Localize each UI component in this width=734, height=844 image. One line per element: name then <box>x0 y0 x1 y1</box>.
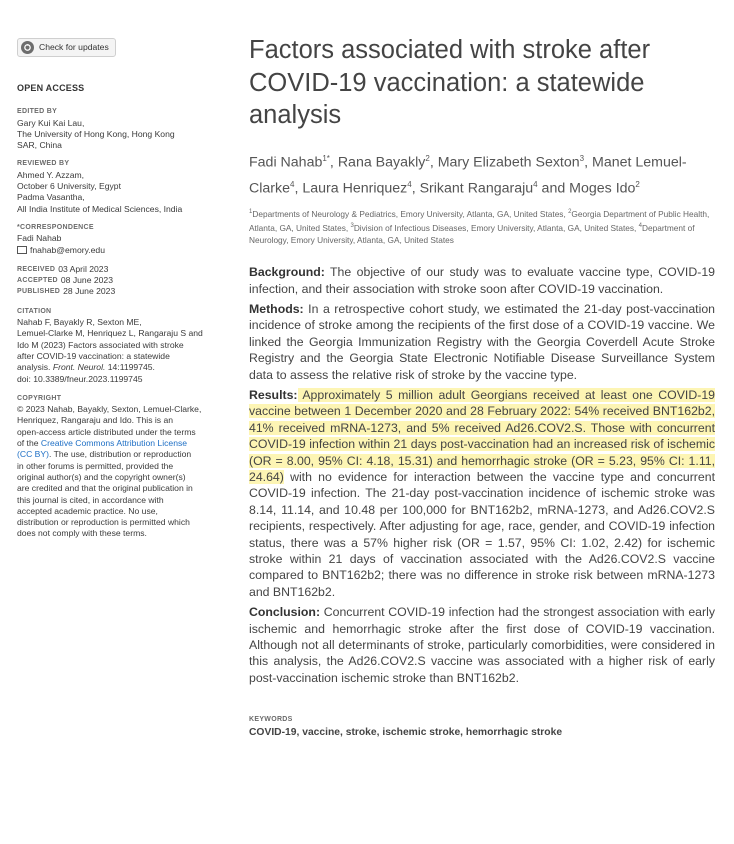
citation-journal: Front. Neurol. <box>52 362 106 373</box>
check-updates-icon <box>21 41 34 54</box>
background-text: The objective of our study was to evaluate vaccine type, COVID-19 infection, and their association with stroke soon after COVID-19 vaccination. <box>249 265 715 296</box>
results-paragraph <box>249 387 715 600</box>
background-label: Background: <box>249 265 325 280</box>
affiliation-marker: 3 <box>350 222 354 229</box>
reviewed-by-label: REVIEWED BY <box>17 160 70 168</box>
open-access-label: OPEN ACCESS <box>17 83 85 93</box>
affiliation-marker: 1 <box>249 208 253 215</box>
author-name[interactable]: Moges Ido <box>569 180 636 197</box>
copyright-body-2: . The use, distribution or reproduction in other forums is permitted, provided the original author(s) and the copyright owner(s) are credited and that the original publication in this journal is cited, in accordance with accepted academic practice. No use, distribution or reproduction is permitted which does not comply with these terms. <box>17 449 193 539</box>
correspondence-label: *CORRESPONDENCE <box>17 223 94 231</box>
author-name[interactable]: Laura Henriquez <box>302 180 408 197</box>
results-label: Results: <box>249 387 298 402</box>
copyright-body-1: © 2023 Nahab, Bayakly, Sexton, Lemuel-Clarke, Henriquez, Rangaraju and Ido. This is an open-access article distributed under the terms of the <box>17 404 202 449</box>
article-title: Factors associated with stroke after COVID-19 vaccination: a statewide analysis <box>249 36 651 129</box>
mail-icon <box>17 246 27 254</box>
reviewed-by-text: Ahmed Y. Azzam, October 6 University, Egypt Padma Vasantha, All India Institute of Medical Sciences, India <box>17 169 183 214</box>
author-affiliation-marker: 4 <box>407 179 412 189</box>
edited-by-label: EDITED BY <box>17 108 58 116</box>
correspondence-email-row[interactable] <box>17 245 237 256</box>
received-date: 03 April 2023 <box>58 263 109 274</box>
abstract <box>249 264 715 686</box>
author-affiliation-marker: 2 <box>425 153 430 163</box>
citation-text <box>17 317 237 385</box>
conclusion-paragraph <box>249 604 715 686</box>
dates-block <box>17 264 237 298</box>
results-highlighted-text: Approximately 5 million adult Georgians received at least one COVID-19 vaccine between 1 December 2020 and 28 February 2022: 54% received BNT162b2, 41% received mRNA-1273, and 5% received Ad26.COV2.S. Those with concurrent COVID-19 infection within 21 days post-vaccination had an increased risk of ischemic (OR = 8.00, 95% CI: 4.18, 15.31) and hemorrhagic stroke (OR = 5.23, 95% CI: 1.11, 24.64) <box>249 387 715 484</box>
methods-text: In a retrospective cohort study, we estimated the 21-day post-vaccination incidence of stroke among the recipients of the first dose of a COVID-19 vaccine. We linked the Georgia Immunization Registry with the Georgia Coverdell Acute Stroke Registry and the Georgia State Electronic Notifiable Disease Surveillance System data to assess the relative risk of stroke by the vaccine type. <box>249 301 715 382</box>
check-for-updates-label: Check for updates <box>39 41 109 52</box>
affiliation-marker: 2 <box>568 208 572 215</box>
edited-by-text: Gary Kui Kai Lau, The University of Hong Kong, Hong Kong SAR, China <box>17 117 175 151</box>
background-paragraph <box>249 264 715 297</box>
author-name[interactable]: Manet Lemuel-Clarke <box>249 154 687 197</box>
license-link[interactable]: Creative Commons Attribution License (CC BY) <box>17 438 188 460</box>
correspondence-name: Fadi Nahab <box>17 233 62 244</box>
affiliation-marker: 4 <box>638 222 642 229</box>
author-affiliation-marker: 4 <box>533 179 538 189</box>
published-row <box>17 286 237 297</box>
conclusion-label: Conclusion: <box>249 605 321 620</box>
citation-label: CITATION <box>17 307 52 315</box>
results-text: with no evidence for interaction between the vaccine type and concurrent COVID-19 infection. The 21-day post-vaccination incidence of ischemic stroke was 8.14, 11.14, and 10.48 per 100,000 for BNT162b2, mRNA-1273, and Ad26.COV2.S recipients, respectively. After adjusting for age, race, gender, and COVID-19 infection status, there was a 57% higher risk (OR = 1.57, 95% CI: 1.02, 2.42) for ischemic stroke within 21 days of vaccination associated with the Ad26.COV2.S vaccine compared to BNT162b2; there was no difference in stroke risk between mRNA-1273 and BNT162b2. <box>249 469 715 599</box>
copyright-label: COPYRIGHT <box>17 394 62 402</box>
author-name[interactable]: Rana Bayakly <box>337 154 426 171</box>
accepted-label: ACCEPTED <box>17 277 58 285</box>
author-affiliation-marker: 3 <box>579 153 585 163</box>
author-name[interactable]: Srikant Rangaraju <box>419 180 534 197</box>
keywords-text: COVID-19, vaccine, stroke, ischemic stroke, hemorrhagic stroke <box>249 727 563 739</box>
author-affiliation-marker: 1* <box>322 153 330 163</box>
article-main <box>249 34 715 738</box>
affiliations <box>249 206 715 246</box>
accepted-row <box>17 275 237 286</box>
author-name[interactable]: Fadi Nahab <box>249 154 323 171</box>
article-sidebar <box>17 38 237 540</box>
affiliation-text: Division of Infectious Diseases, Emory University, Atlanta, GA, United States, <box>353 222 639 233</box>
citation-ref: 14:1199745. doi: 10.3389/fneur.2023.1199745 <box>17 362 155 384</box>
published-label: PUBLISHED <box>17 288 61 296</box>
methods-label: Methods: <box>249 301 304 316</box>
citation-body: Nahab F, Bayakly R, Sexton ME, Lemuel-Clarke M, Henriquez L, Rangaraju S and Ido M (2023) Factors associated with stroke after COVID-19 vaccination: a statewide analysis. <box>17 317 203 373</box>
received-label: RECEIVED <box>17 265 56 273</box>
copyright-text <box>17 404 237 540</box>
author-affiliation-marker: 4 <box>290 179 295 189</box>
received-row <box>17 264 237 275</box>
affiliation-text: Departments of Neurology & Pediatrics, Emory University, Atlanta, GA, United States, <box>252 208 569 219</box>
correspondence-email[interactable]: fnahab@emory.edu <box>30 244 105 255</box>
methods-paragraph <box>249 301 715 383</box>
published-date: 28 June 2023 <box>63 286 116 297</box>
accepted-date: 08 June 2023 <box>60 275 113 286</box>
affiliation-text: Georgia Department of Public Health, Atlanta, GA, United States, <box>249 208 710 233</box>
conclusion-text: Concurrent COVID-19 infection had the strongest association with early ischemic and hemorrhagic stroke after the first dose of COVID-19 vaccination. Although not all determinants of stroke, particularly comorbidities, were considered in this analysis, the Ad26.COV2.S vaccine was associated with a higher risk of early post-vaccination ischemic stroke than BNT162b2. <box>249 605 715 685</box>
author-name[interactable]: Mary Elizabeth Sexton <box>437 154 580 171</box>
affiliation-text: Department of Neurology, Emory University, Atlanta, GA, United States <box>249 222 695 245</box>
author-list: Fadi Nahab$^{1*}$, Rana Bayakly$^2$, Mary Elizabeth Sexton$^3$, Manet Lemuel-Clarke$^4$, Laura Henriquez$^4$, Srikant Rangaraju$^4$ and Moges Ido$^2$ <box>249 153 687 197</box>
author-affiliation-marker: 2 <box>635 179 640 189</box>
keywords-label: KEYWORDS <box>249 716 293 724</box>
check-for-updates-button[interactable] <box>17 38 116 57</box>
